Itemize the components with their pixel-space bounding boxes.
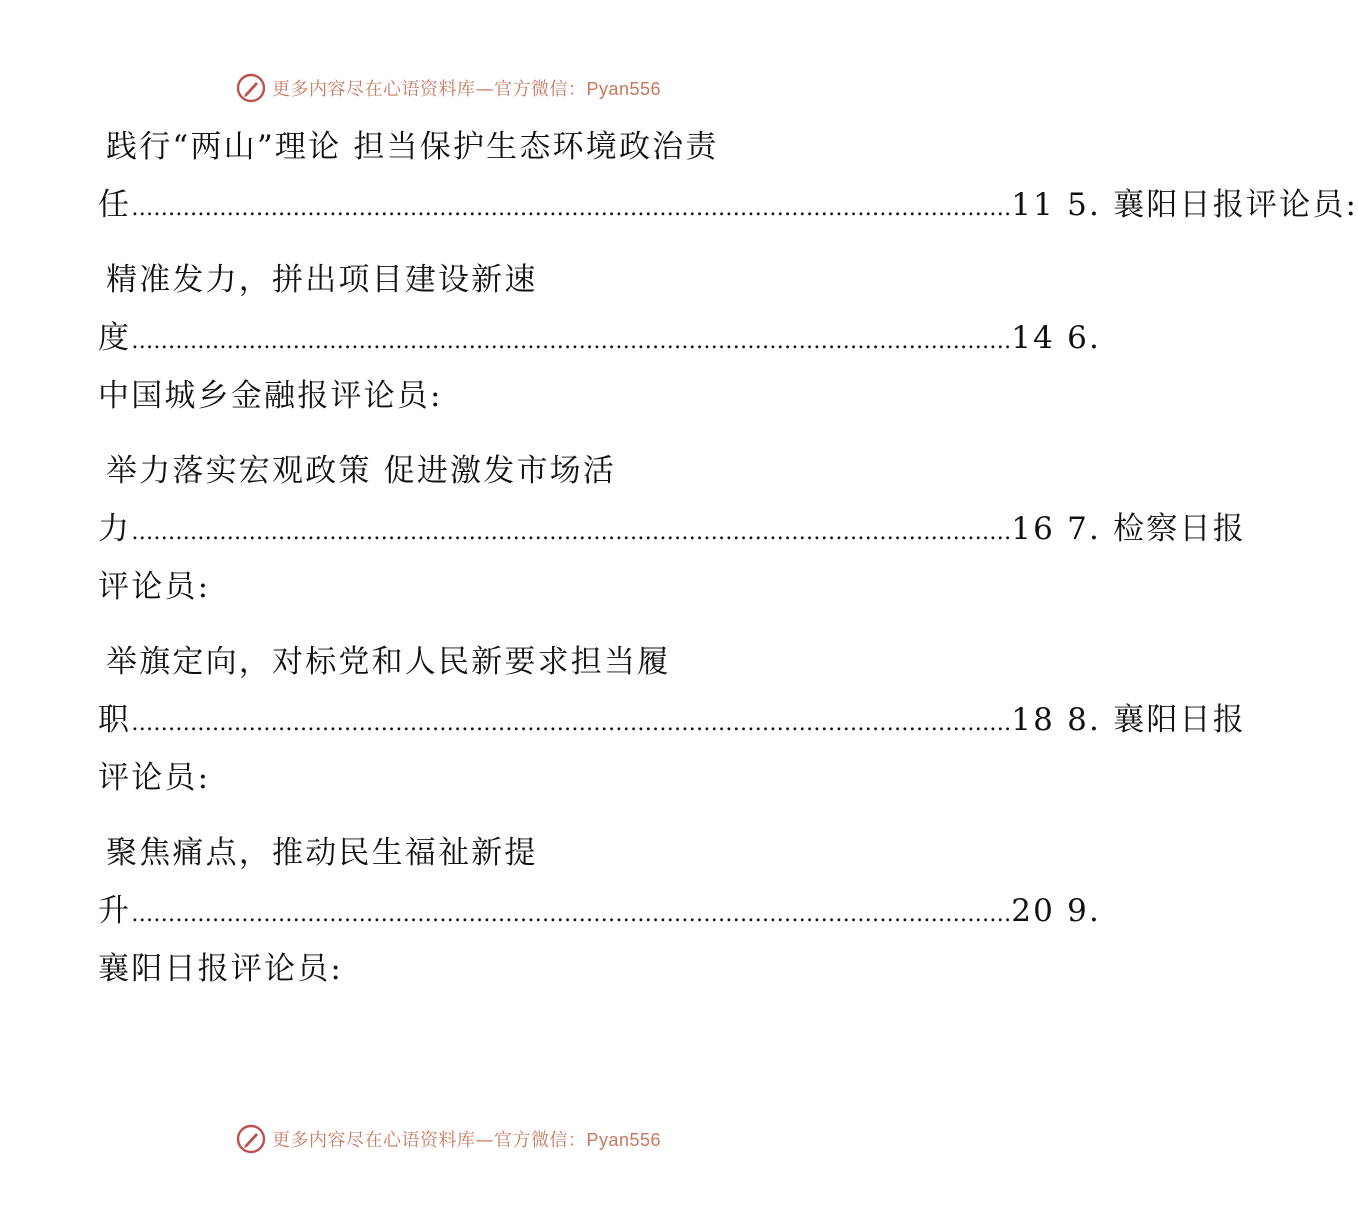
toc-lead-3: 力 [98, 511, 132, 547]
toc-title-5: 聚焦痛点，推动民生福祉新提 [106, 835, 538, 871]
toc-source-3: 评论员: [98, 569, 211, 605]
watermark-text: 更多内容尽在心语资料库—官方微信：Pyan556 [272, 79, 662, 100]
watermark-header [236, 73, 661, 103]
toc-lead-1: 任 [98, 187, 132, 223]
toc-row-5 [98, 891, 1102, 935]
toc-lead-2: 度 [98, 320, 132, 356]
watermark-footer [236, 1124, 661, 1154]
toc-tail-4: 18 8. 襄阳日报 [1011, 702, 1246, 738]
toc-row-3 [98, 509, 1246, 553]
toc-row-4 [98, 700, 1246, 744]
toc-row-1 [98, 185, 1358, 229]
watermark-text: 更多内容尽在心语资料库—官方微信：Pyan556 [272, 1130, 662, 1151]
toc-tail-1: 11 5. 襄阳日报评论员: [1011, 187, 1358, 223]
toc-lead-4: 职 [98, 702, 132, 738]
toc-source-5: 襄阳日报评论员: [98, 951, 344, 987]
dot-leader: ………………………………………………………………………………………………………… [131, 520, 1012, 545]
toc-title-2: 精准发力，拼出项目建设新速 [106, 262, 538, 298]
toc-title-3: 举力落实宏观政策 促进激发市场活 [106, 453, 617, 489]
toc-tail-5: 20 9. [1011, 893, 1102, 929]
dot-leader: ………………………………………………………………………………………………………… [131, 196, 1012, 221]
toc-source-2: 中国城乡金融报评论员: [98, 378, 443, 414]
toc-title-1: 践行“两山”理论 担当保护生态环境政治责 [106, 129, 719, 165]
pen-logo-icon [236, 1124, 266, 1154]
dot-leader: ………………………………………………………………………………………………………… [131, 902, 1012, 927]
toc-source-4: 评论员: [98, 760, 211, 796]
dot-leader: ………………………………………………………………………………………………………… [131, 711, 1012, 736]
toc-tail-2: 14 6. [1011, 320, 1102, 356]
toc-title-4: 举旗定向，对标党和人民新要求担当履 [106, 644, 671, 680]
dot-leader: ………………………………………………………………………………………………………… [131, 329, 1012, 354]
toc-lead-5: 升 [98, 893, 132, 929]
toc-tail-3: 16 7. 检察日报 [1011, 511, 1246, 547]
toc-row-2 [98, 318, 1102, 362]
pen-logo-icon [236, 73, 266, 103]
